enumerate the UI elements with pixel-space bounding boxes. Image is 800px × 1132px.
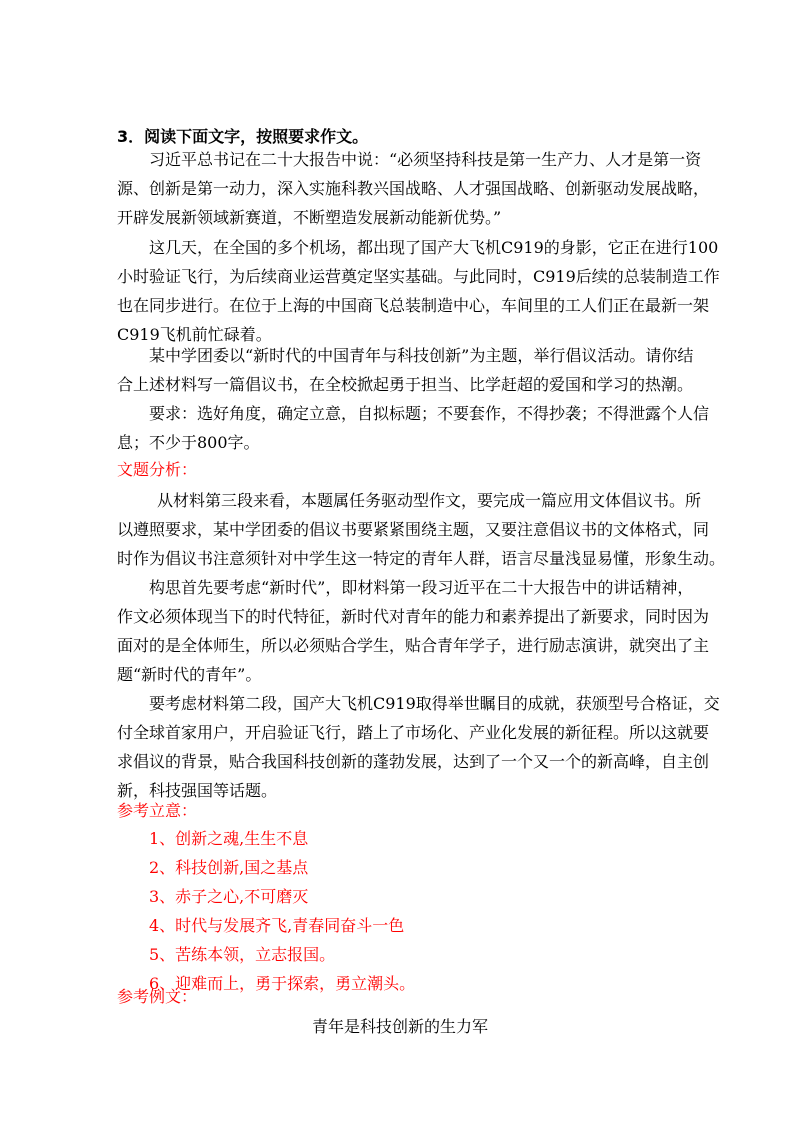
text-line: 面对的是全体师生，所以必须贴合学生，贴合青年学子，进行励志演讲，就突出了主 [117, 636, 710, 655]
analysis-paragraph-3 [117, 689, 720, 805]
text-line: 也在同步进行。在位于上海的中国商飞总装制造中心，车间里的工人们正在最新一架 [117, 296, 710, 315]
sample-essay-title: 青年是科技创新的生力军 [311, 1017, 488, 1036]
list-item: 5、苦练本领，立志报国。 [149, 945, 336, 964]
reference-ideas-list [117, 824, 697, 998]
text-line: 息；不少于800字。 [117, 433, 260, 452]
text-line: 以遵照要求，某中学团委的倡议书要紧紧围绕主题，又要注意倡议书的文体格式，同 [117, 520, 710, 539]
text-line: 付全球首家用户，开启验证飞行，踏上了市场化、产业化发展的新征程。所以这就要 [117, 723, 710, 742]
text-line: 题“新时代的青年”。 [117, 665, 262, 684]
question-paragraph-3 [117, 341, 697, 399]
text-line: 构思首先要考虑“新时代”，即材料第一段习近平在二十大报告中的讲话精神， [149, 578, 694, 597]
text-line: 要考虑材料第二段，国产大飞机C919取得举世瞩目的成就，获颁型号合格证，交 [149, 694, 720, 713]
analysis-label: 文题分析： [117, 460, 198, 479]
sample-essay-label: 参考例文： [117, 987, 198, 1006]
text-line: 习近平总书记在二十大报告中说：“必须坚持科技是第一生产力、人才是第一资 [149, 150, 702, 169]
reference-ideas-label: 参考立意： [117, 801, 198, 820]
list-item: 6、迎难而上，勇于探索，勇立潮头。 [149, 974, 416, 993]
list-item: 3、赤子之心,不可磨灭 [149, 887, 309, 906]
question-heading: 3．阅读下面文字，按照要求作文。 [117, 127, 369, 146]
text-line: 从材料第三段来看，本题属任务驱动型作文，要完成一篇应用文体倡议书。所 [157, 491, 702, 510]
list-item: 4、时代与发展齐飞,青春同奋斗一色 [149, 916, 405, 935]
text-line: 合上述材料写一篇倡议书，在全校掀起勇于担当、比学赶超的爱国和学习的热潮。 [117, 375, 694, 394]
reference-ideas-label-block [117, 796, 697, 825]
analysis-paragraph-1 [117, 486, 726, 573]
text-line: 作文必须体现当下的时代特征，新时代对青年的能力和素养提出了新要求，同时因为 [117, 607, 710, 626]
text-line: 小时验证飞行，为后续商业运营奠定坚实基础。与此同时，C919后续的总装制造工作 [117, 267, 720, 286]
text-line: 这几天，在全国的多个机场，都出现了国产大飞机C919的身影，它正在进行100 [149, 238, 719, 257]
question-paragraph-2 [117, 233, 720, 349]
analysis-paragraph-2 [117, 573, 710, 689]
question-paragraph-1 [117, 145, 710, 232]
text-line: C919飞机前忙碌着。 [117, 325, 272, 344]
text-line: 开辟发展新领域新赛道，不断塑造发展新动能新优势。” [117, 208, 502, 227]
text-line: 新，科技强国等话题。 [117, 781, 278, 800]
analysis-label-block [117, 455, 697, 484]
question-requirements [117, 399, 710, 457]
list-item: 1、创新之魂,生生不息 [149, 829, 309, 848]
text-line: 时作为倡议书注意须针对中学生这一特定的青年人群，语言尽量浅显易懂，形象生动。 [117, 549, 726, 568]
text-line: 源、创新是第一动力，深入实施科教兴国战略、人才强国战略、创新驱动发展战略， [117, 179, 710, 198]
text-line: 要求：选好角度，确定立意，自拟标题；不要套作，不得抄袭；不得泄露个人信 [149, 404, 710, 423]
list-item: 2、科技创新,国之基点 [149, 858, 309, 877]
text-line: 求倡议的背景，贴合我国科技创新的蓬勃发展，达到了一个又一个的新高峰，自主创 [117, 752, 710, 771]
sample-essay-label-block [117, 982, 697, 1011]
text-line: 某中学团委以“新时代的中国青年与科技创新”为主题，举行倡议活动。请你结 [149, 346, 694, 365]
